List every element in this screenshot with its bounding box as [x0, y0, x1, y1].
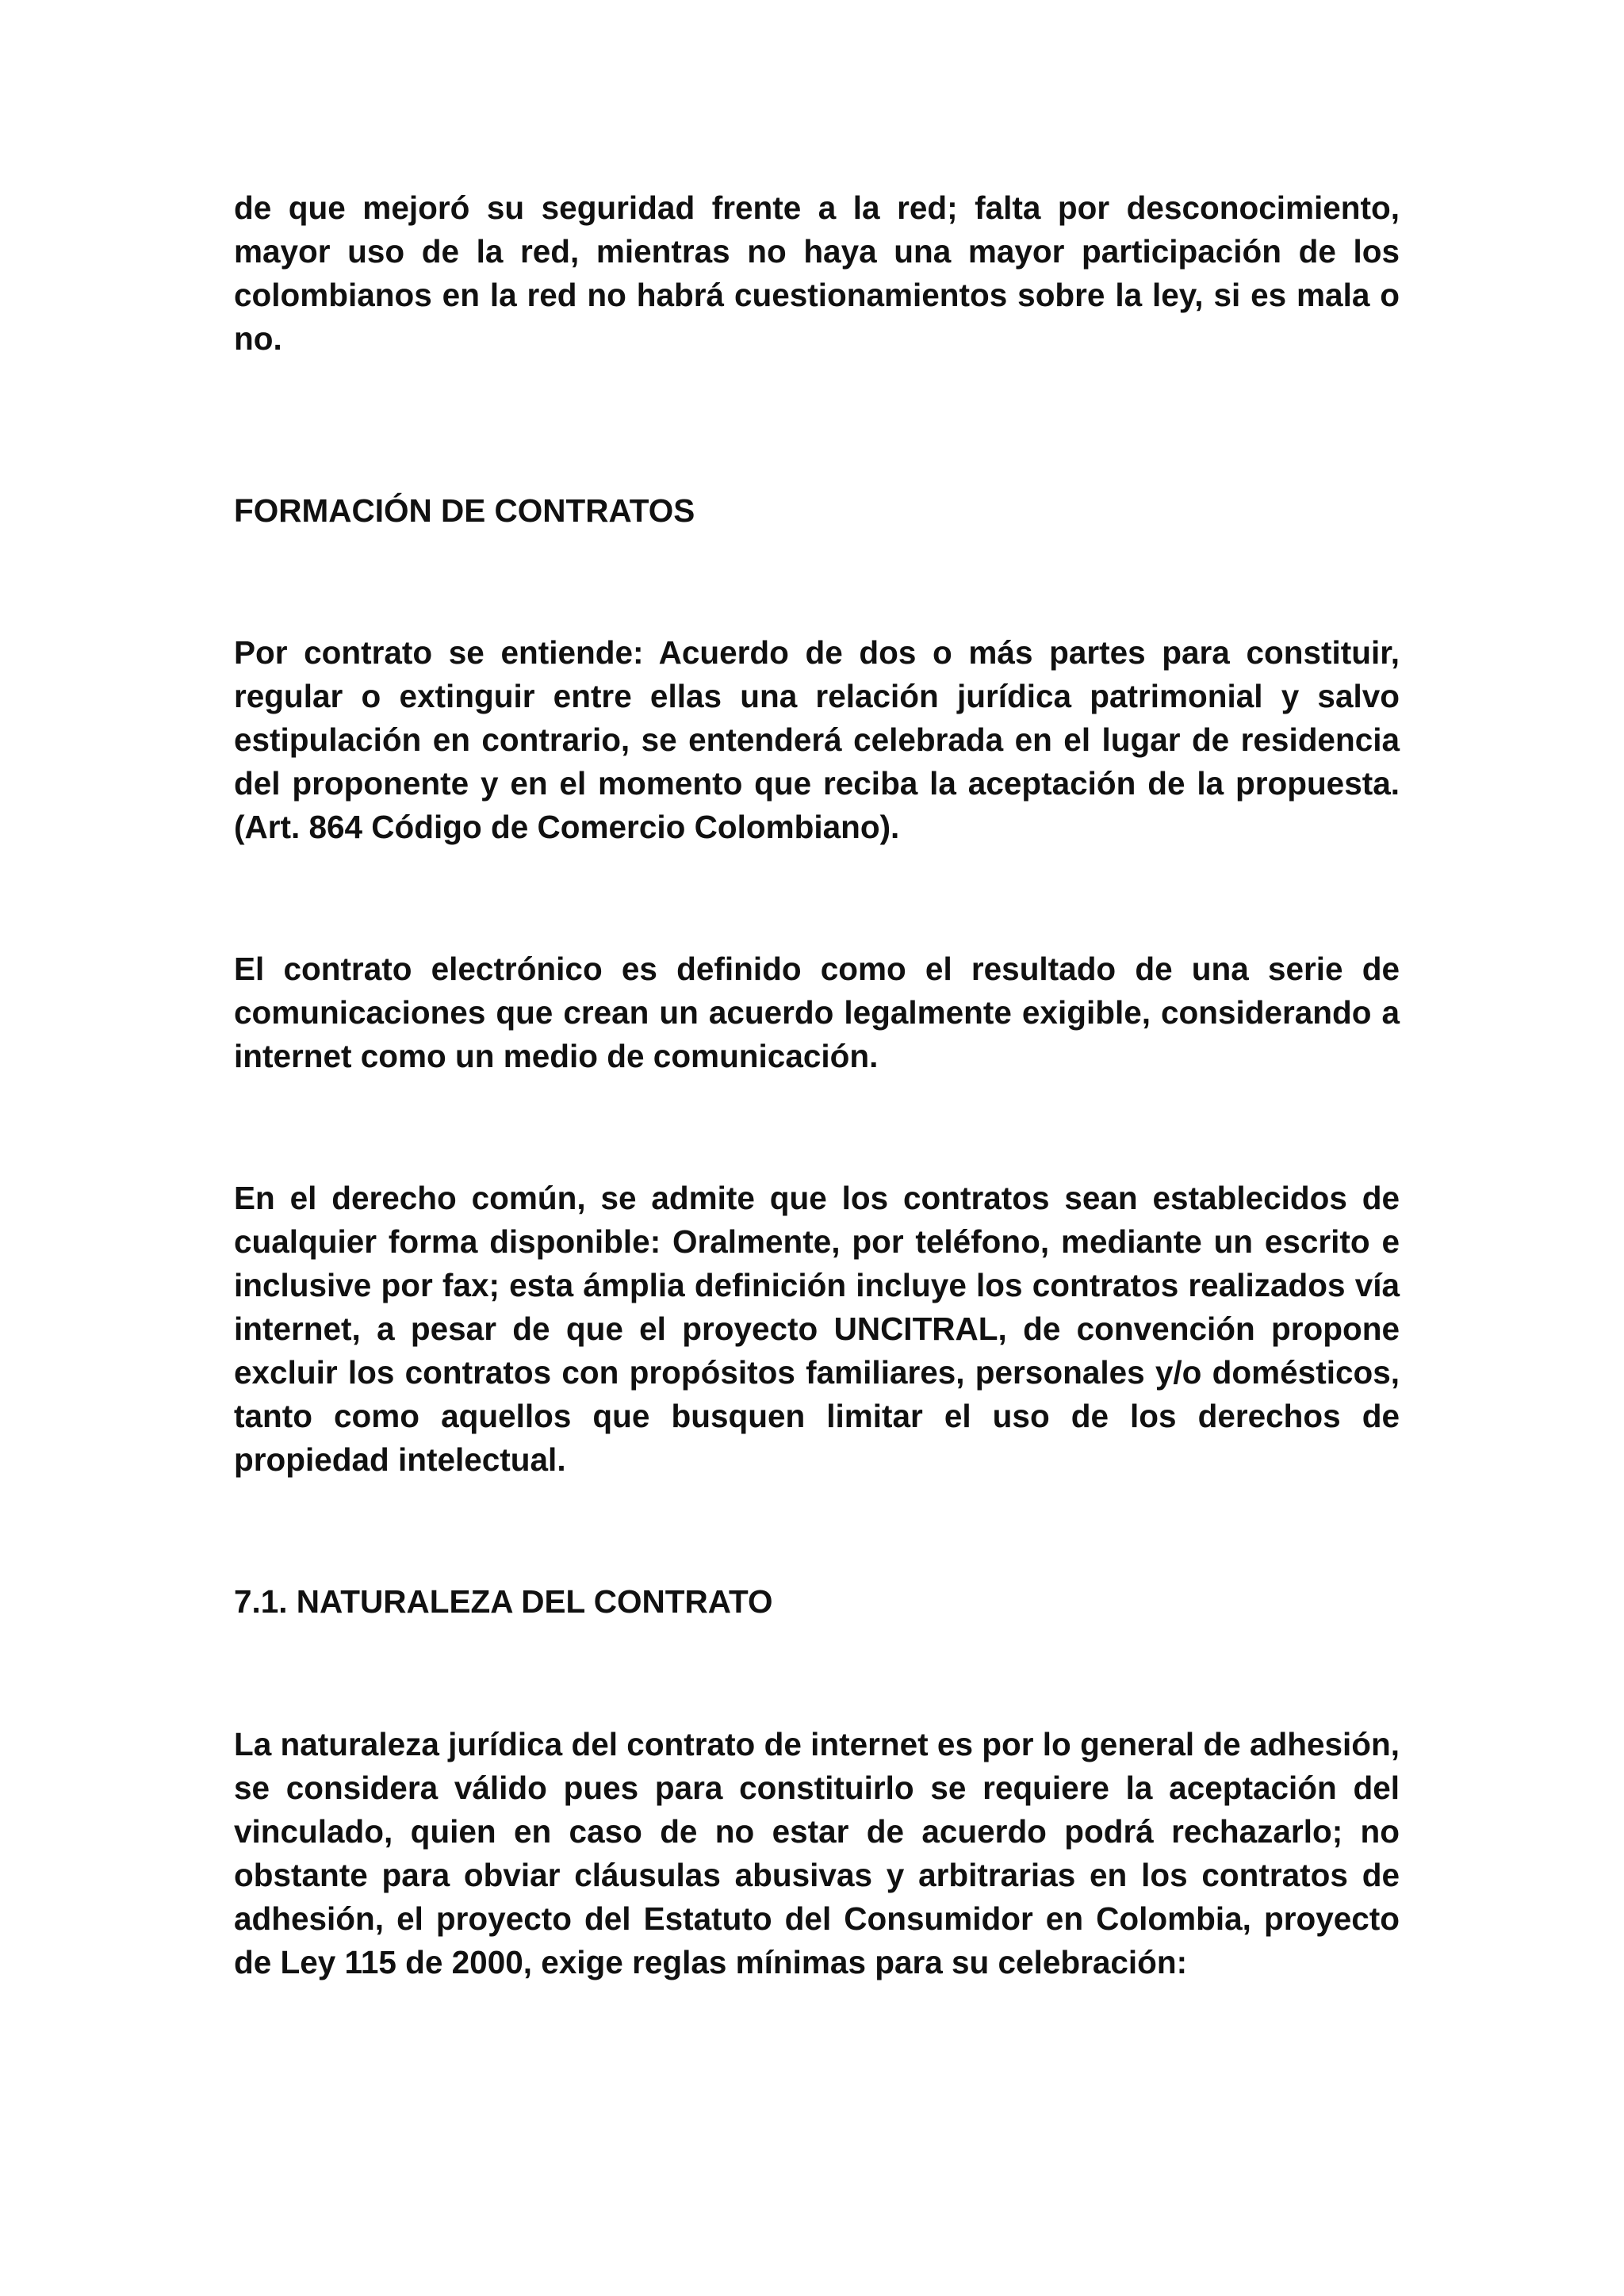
- heading-formacion-de-contratos: FORMACIÓN DE CONTRATOS: [234, 492, 695, 529]
- document-body: [234, 186, 1400, 1984]
- heading-naturaleza-del-contrato: 7.1. NATURALEZA DEL CONTRATO: [234, 1583, 773, 1620]
- paragraph-definicion-contrato: Por contrato se entiende: Acuerdo de dos o más partes para constituir, regular o extinguir entre ellas una relación jurídica patrimonial y salvo estipulación en contrario, se entenderá celebrada en el lugar de residencia del proponente y en el momento que reciba la aceptación de la propuesta. (Art. 864 Código de Comercio Colombiano).: [234, 634, 1400, 845]
- paragraph-derecho-comun: En el derecho común, se admite que los contratos sean establecidos de cualquier forma disponible: Oralmente, por teléfono, mediante un escrito e inclusive por fax; esta ámplia definición incluye los contratos realizados vía internet, a pesar de que el proyecto UNCITRAL, de convención propone excluir los contratos con propósitos familiares, personales y/o domésticos, tanto como aquellos que busquen limitar el uso de los derechos de propiedad intelectual.: [234, 1180, 1400, 1478]
- paragraph-contrato-electronico: El contrato electrónico es definido como el resultado de una serie de comunicaciones que crean un acuerdo legalmente exigible, considerando a internet como un medio de comunicación.: [234, 951, 1400, 1074]
- paragraph-naturaleza: La naturaleza jurídica del contrato de internet es por lo general de adhesión, se considera válido pues para constituirlo se requiere la aceptación del vinculado, quien en caso de no estar de acuerdo podrá rechazarlo; no obstante para obviar cláusulas abusivas y arbitrarias en los contratos de adhesión, el proyecto del Estatuto del Consumidor en Colombia, proyecto de Ley 115 de 2000, exige reglas mínimas para su celebración:: [234, 1726, 1400, 1980]
- paragraph-continuation: de que mejoró su seguridad frente a la red; falta por desconocimiento, mayor uso de la red, mientras no haya una mayor participación de los colombianos en la red no habrá cuestionamientos sobre la ley, si es mala o no.: [234, 189, 1400, 357]
